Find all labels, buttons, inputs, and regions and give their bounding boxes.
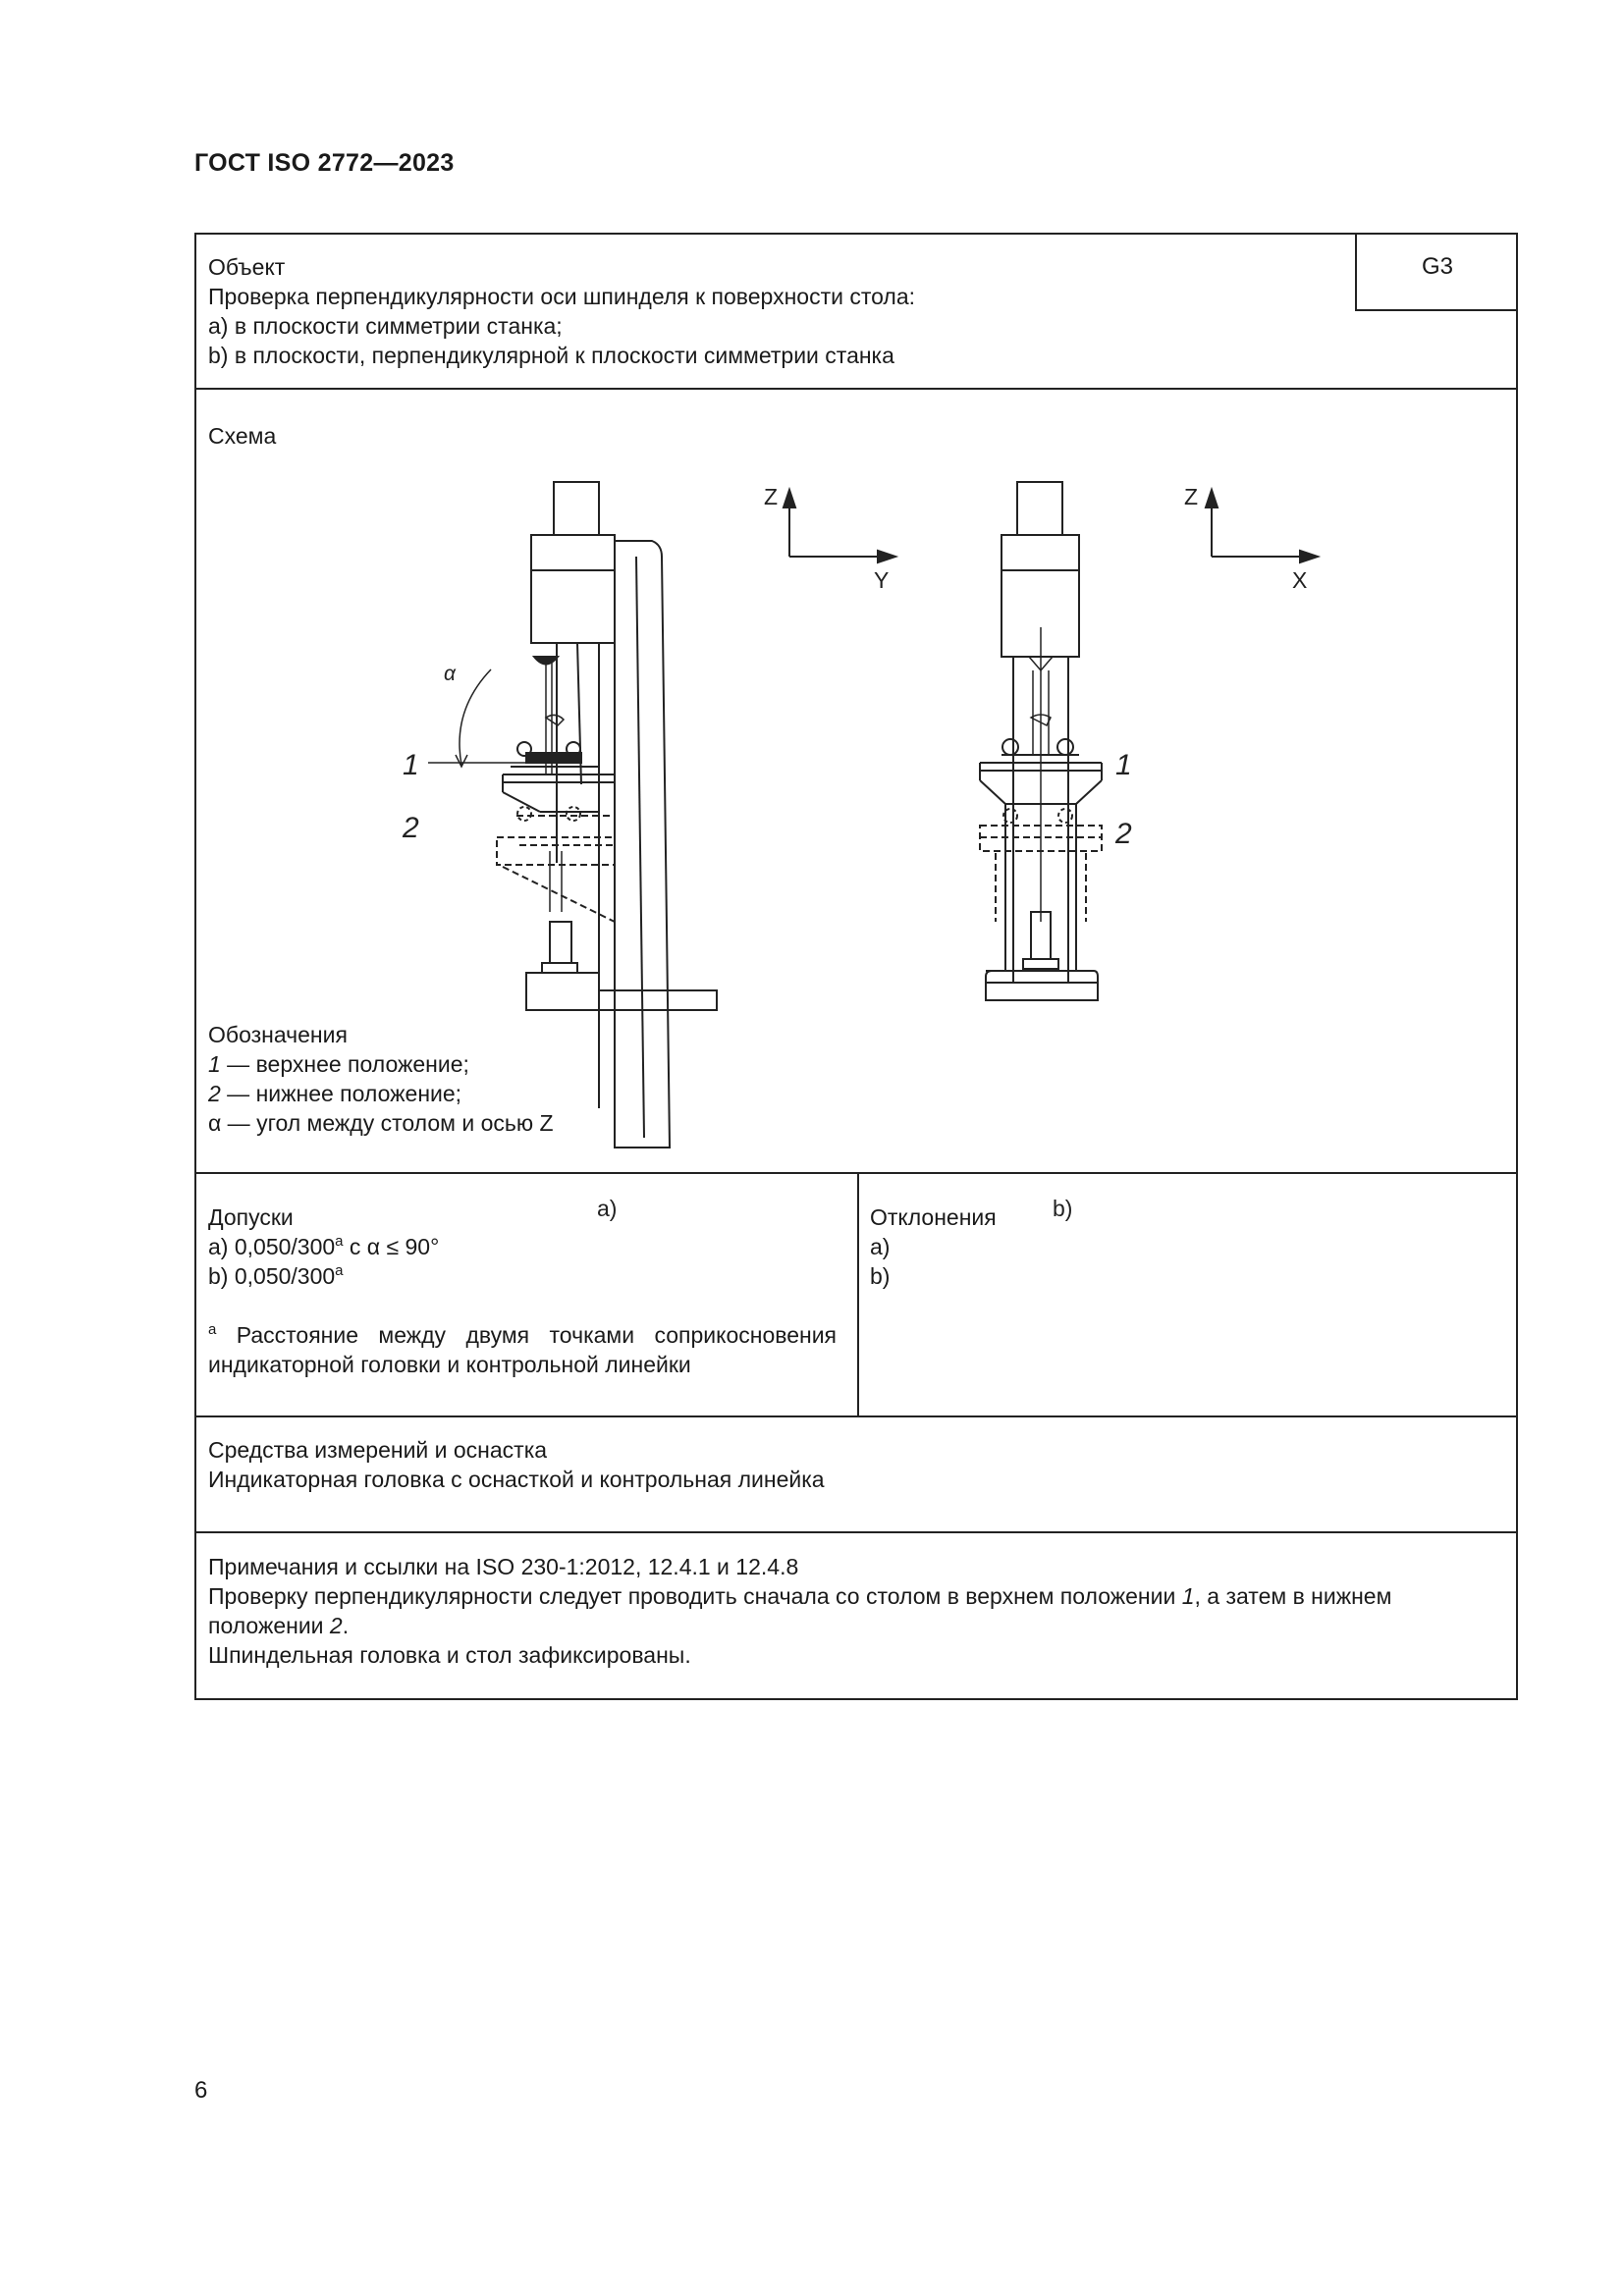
caption-b: b)	[1053, 1196, 1073, 1221]
instruments-title: Средства измерений и оснастка	[208, 1437, 548, 1463]
label-2-b: 2	[1115, 818, 1132, 850]
legend-item-2: 2 — нижнее положение;	[208, 1081, 462, 1106]
axes-zy	[784, 490, 895, 562]
document-header: ГОСТ ISO 2772—2023	[194, 149, 455, 177]
object-item-b: b) в плоскости, перпендикулярной к плоскости симметрии станка	[208, 343, 894, 368]
legend-item-alpha: α — угол между столом и осью Z	[208, 1110, 554, 1136]
deviations-section	[870, 1202, 997, 1291]
inspection-table	[194, 233, 1518, 1700]
axis-z-right: Z	[1184, 484, 1199, 509]
test-code: G3	[1355, 235, 1518, 311]
tolerance-b: b) 0,050/300$^a$	[208, 1262, 344, 1289]
machine-front-view	[980, 482, 1102, 1000]
tolerance-a: a) 0,050/300$^a$ с α ≤ 90°	[208, 1233, 440, 1259]
object-item-a: a) в плоскости симметрии станка;	[208, 313, 563, 339]
caption-a: a)	[597, 1196, 618, 1221]
axis-z-left: Z	[764, 484, 779, 509]
axis-x: X	[1292, 567, 1308, 593]
page-number: 6	[194, 2077, 208, 2104]
divider-scheme	[196, 1172, 1516, 1174]
axes-zx	[1206, 490, 1318, 562]
label-1-a: 1	[403, 749, 419, 781]
deviations-title: Отклонения	[870, 1204, 997, 1230]
tolerance-footnote-line2: индикаторной головки и контрольной линейки	[208, 1352, 691, 1377]
alpha-label: α	[444, 663, 456, 685]
tolerances-section	[208, 1202, 837, 1379]
divider-instruments	[196, 1531, 1516, 1533]
instruments-section	[208, 1435, 825, 1494]
notes-title: Примечания и ссылки на ISO 230-1:2012, 12.4.1 и 12.4.8	[208, 1554, 799, 1579]
notes-line-2: положении 2.	[208, 1613, 350, 1638]
tolerance-footnote-line1: $^a$ Расстояние между двумя точками соприкосновения	[208, 1321, 837, 1348]
object-section	[208, 252, 915, 370]
divider-tolerances	[196, 1415, 1516, 1417]
label-2-a: 2	[403, 812, 419, 844]
divider-object	[196, 388, 1516, 390]
tolerances-title: Допуски	[208, 1204, 294, 1230]
label-1-b: 1	[1115, 749, 1132, 781]
notes-section	[208, 1552, 1391, 1670]
axis-y: Y	[874, 567, 890, 593]
divider-tolerances-vertical	[857, 1172, 859, 1415]
legend-item-1: 1 — верхнее положение;	[208, 1051, 469, 1077]
instruments-text: Индикаторная головка с оснасткой и контрольная линейка	[208, 1467, 825, 1492]
object-description: Проверка перпендикулярности оси шпинделя к поверхности стола:	[208, 284, 916, 309]
notes-line-3: Шпиндельная головка и стол зафиксированы.	[208, 1642, 691, 1668]
legend	[208, 1020, 554, 1138]
deviation-a: a)	[870, 1234, 891, 1259]
scheme-title: Схема	[208, 423, 277, 449]
notes-line-1: Проверку перпендикулярности следует проводить сначала со столом в верхнем положении 1, а затем в нижнем	[208, 1583, 1392, 1609]
legend-title: Обозначения	[208, 1022, 348, 1047]
deviation-b: b)	[870, 1263, 891, 1289]
object-title: Объект	[208, 254, 286, 280]
